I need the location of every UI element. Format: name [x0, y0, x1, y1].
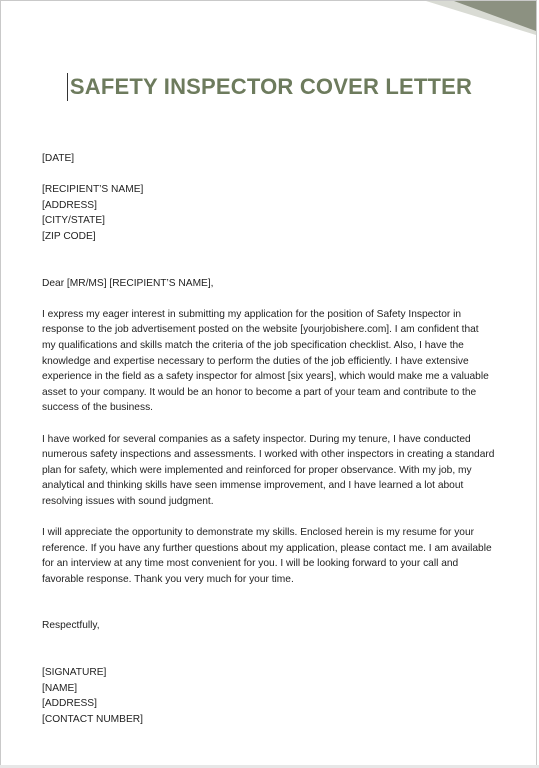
paragraph-line: success of the business.: [42, 402, 153, 414]
paragraph-line: experience in the field as a safety inspector for almost [six years], which would make me a valuable: [42, 371, 489, 383]
recipient-name[interactable]: [RECIPIENT’S NAME]: [42, 184, 144, 196]
signature-contact[interactable]: [CONTACT NUMBER]: [42, 713, 143, 725]
paragraph-line: I will appreciate the opportunity to demonstrate my skills. Enclosed herein is my resume for your: [42, 527, 475, 539]
corner-decoration: [426, 1, 536, 35]
paragraph-line: my qualifications and skills match the criteria of the job specification checklist. Also, I have the: [42, 339, 464, 351]
recipient-block: [42, 182, 492, 244]
spacer: [42, 245, 492, 276]
paragraph-line: plan for safety, which were implemented and reinforced for proper observance. With my job, my: [42, 464, 472, 476]
recipient-city-state[interactable]: [CITY/STATE]: [42, 215, 106, 227]
signature-block: [42, 665, 492, 727]
date-line[interactable]: [DATE]: [42, 153, 75, 164]
paragraph-line: response to the job advertisement posted on the website [yourjobishere.com]. I am confident that: [42, 324, 479, 336]
paragraph-1[interactable]: [42, 307, 492, 416]
salutation[interactable]: Dear [MR/MS] [RECIPIENT’S NAME],: [42, 277, 214, 289]
paragraph-3[interactable]: [42, 525, 492, 587]
paragraph-line: I express my eager interest in submitting my application for the position of Safety Inspector in: [42, 308, 462, 320]
paragraph-line: analytical and thinking skills have seen immense improvement, and I have learned a lot about: [42, 480, 464, 492]
paragraph-line: numerous safety inspections and assessments. I worked with other inspectors in creating a standard: [42, 449, 495, 461]
recipient-zip[interactable]: [ZIP CODE]: [42, 230, 96, 242]
document-title[interactable]: SAFETY INSPECTOR COVER LETTER: [67, 73, 472, 101]
paragraph-line: for an interview at any time most convenient for you. I will be looking forward to your call and: [42, 558, 459, 570]
spacer: [42, 587, 492, 618]
paragraph-line: asset to your company. It would be an honor to become a part of your team and contribute to the: [42, 386, 477, 398]
paragraph-line: resolving issues with sound judgment.: [42, 495, 214, 507]
closing[interactable]: Respectfully,: [42, 620, 100, 632]
paragraph-line: knowledge and expertise necessary to perform the duties of the job efficiently. I have extensive: [42, 355, 469, 367]
signature-address[interactable]: [ADDRESS]: [42, 698, 97, 710]
spacer: [42, 416, 492, 432]
spacer: [42, 509, 492, 525]
signature-placeholder[interactable]: [SIGNATURE]: [42, 667, 107, 679]
spacer: [42, 167, 492, 183]
spacer: [42, 634, 492, 665]
spacer: [42, 291, 492, 307]
paragraph-line: I have worked for several companies as a safety inspector. During my tenure, I have conducted: [42, 433, 471, 445]
paragraph-line: reference. If you have any further questions about my application, please contact me. I am available: [42, 542, 492, 554]
recipient-address[interactable]: [ADDRESS]: [42, 199, 97, 211]
title-area: [1, 73, 538, 101]
paragraph-line: favorable response. Thank you very much for your time.: [42, 573, 294, 585]
paragraph-2[interactable]: [42, 432, 495, 510]
letter-body: [42, 151, 495, 727]
signature-name[interactable]: [NAME]: [42, 682, 78, 694]
